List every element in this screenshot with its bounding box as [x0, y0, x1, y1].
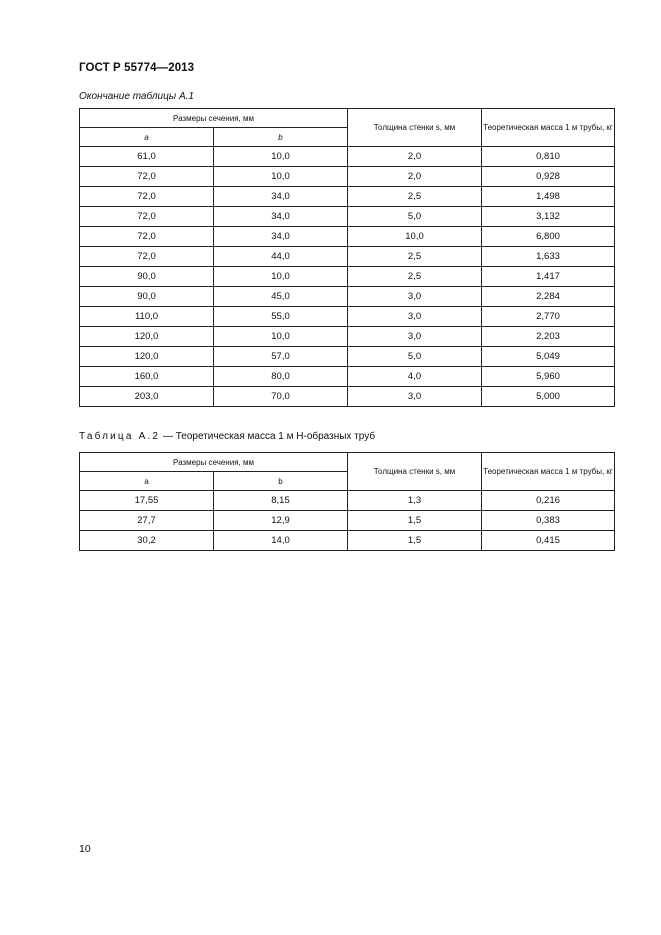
cell-b: 70,0 — [214, 387, 348, 407]
cell-mass: 1,633 — [482, 247, 615, 267]
table-a2 — [79, 452, 615, 551]
cell-wall-thickness: 4,0 — [348, 367, 482, 387]
cell-b: 57,0 — [214, 347, 348, 367]
cell-a: 72,0 — [80, 207, 214, 227]
header-wall-thickness: Толщина стенки s, мм — [348, 453, 482, 491]
cell-b: 45,0 — [214, 287, 348, 307]
table-row — [80, 227, 615, 247]
header-a: a — [80, 472, 214, 491]
cell-mass: 2,770 — [482, 307, 615, 327]
cell-a: 110,0 — [80, 307, 214, 327]
cell-b: 34,0 — [214, 207, 348, 227]
table-row — [80, 387, 615, 407]
cell-wall-thickness: 1,5 — [348, 531, 482, 551]
cell-wall-thickness: 3,0 — [348, 287, 482, 307]
header-section-sizes: Размеры сечения, мм — [80, 109, 348, 128]
cell-wall-thickness: 2,0 — [348, 147, 482, 167]
cell-mass: 2,203 — [482, 327, 615, 347]
table-row — [80, 367, 615, 387]
cell-a: 72,0 — [80, 227, 214, 247]
cell-wall-thickness: 5,0 — [348, 347, 482, 367]
cell-a: 120,0 — [80, 327, 214, 347]
table2-caption-text: — Теоретическая масса 1 м Н-образных труб — [160, 431, 376, 442]
cell-mass: 1,498 — [482, 187, 615, 207]
table2-body — [80, 491, 615, 551]
table-row — [80, 307, 615, 327]
cell-mass: 2,284 — [482, 287, 615, 307]
cell-b: 80,0 — [214, 367, 348, 387]
cell-wall-thickness: 3,0 — [348, 327, 482, 347]
header-a: a — [80, 128, 214, 147]
cell-a: 72,0 — [80, 247, 214, 267]
header-theoretical-mass: Теоретическая масса 1 м трубы, кг — [482, 453, 615, 491]
header-b: b — [214, 128, 348, 147]
cell-b: 34,0 — [214, 187, 348, 207]
cell-mass: 3,132 — [482, 207, 615, 227]
cell-wall-thickness: 5,0 — [348, 207, 482, 227]
table-row — [80, 247, 615, 267]
table2-caption-label: Таблица А.2 — [79, 431, 161, 442]
cell-b: 10,0 — [214, 267, 348, 287]
cell-a: 30,2 — [80, 531, 214, 551]
cell-wall-thickness: 3,0 — [348, 307, 482, 327]
cell-b: 10,0 — [214, 147, 348, 167]
cell-a: 27,7 — [80, 511, 214, 531]
cell-wall-thickness: 2,5 — [348, 247, 482, 267]
table-row — [80, 287, 615, 307]
table-row — [80, 491, 615, 511]
table-a1-end — [79, 108, 615, 407]
cell-mass: 5,049 — [482, 347, 615, 367]
table1-caption: Окончание таблицы А.1 — [79, 91, 194, 102]
cell-mass: 0,810 — [482, 147, 615, 167]
table2-caption — [79, 431, 375, 442]
cell-mass: 0,216 — [482, 491, 615, 511]
table-row — [80, 187, 615, 207]
table-row — [80, 511, 615, 531]
page-number: 10 — [79, 843, 91, 855]
cell-wall-thickness: 2,5 — [348, 187, 482, 207]
cell-wall-thickness: 2,0 — [348, 167, 482, 187]
cell-b: 44,0 — [214, 247, 348, 267]
table-row — [80, 167, 615, 187]
header-theoretical-mass: Теоретическая масса 1 м трубы, кг — [482, 109, 615, 147]
cell-a: 72,0 — [80, 187, 214, 207]
table1-body — [80, 147, 615, 407]
cell-a: 160,0 — [80, 367, 214, 387]
table-row — [80, 207, 615, 227]
table-row — [80, 267, 615, 287]
cell-wall-thickness: 10,0 — [348, 227, 482, 247]
cell-mass: 0,928 — [482, 167, 615, 187]
header-section-sizes: Размеры сечения, мм — [80, 453, 348, 472]
cell-a: 90,0 — [80, 287, 214, 307]
cell-mass: 0,415 — [482, 531, 615, 551]
cell-b: 10,0 — [214, 167, 348, 187]
cell-b: 55,0 — [214, 307, 348, 327]
cell-b: 10,0 — [214, 327, 348, 347]
cell-wall-thickness: 2,5 — [348, 267, 482, 287]
table-row — [80, 531, 615, 551]
cell-a: 61,0 — [80, 147, 214, 167]
cell-mass: 1,417 — [482, 267, 615, 287]
cell-a: 90,0 — [80, 267, 214, 287]
cell-b: 8,15 — [214, 491, 348, 511]
cell-a: 203,0 — [80, 387, 214, 407]
cell-b: 12,9 — [214, 511, 348, 531]
cell-b: 34,0 — [214, 227, 348, 247]
cell-wall-thickness: 1,3 — [348, 491, 482, 511]
document-code: ГОСТ Р 55774—2013 — [79, 62, 195, 74]
cell-a: 120,0 — [80, 347, 214, 367]
cell-wall-thickness: 3,0 — [348, 387, 482, 407]
cell-wall-thickness: 1,5 — [348, 511, 482, 531]
table-row — [80, 347, 615, 367]
header-b: b — [214, 472, 348, 491]
cell-mass: 5,960 — [482, 367, 615, 387]
table-row — [80, 147, 615, 167]
cell-mass: 0,383 — [482, 511, 615, 531]
cell-mass: 6,800 — [482, 227, 615, 247]
cell-a: 17,55 — [80, 491, 214, 511]
cell-a: 72,0 — [80, 167, 214, 187]
cell-b: 14,0 — [214, 531, 348, 551]
header-wall-thickness: Толщина стенки s, мм — [348, 109, 482, 147]
cell-mass: 5,000 — [482, 387, 615, 407]
table-row — [80, 327, 615, 347]
